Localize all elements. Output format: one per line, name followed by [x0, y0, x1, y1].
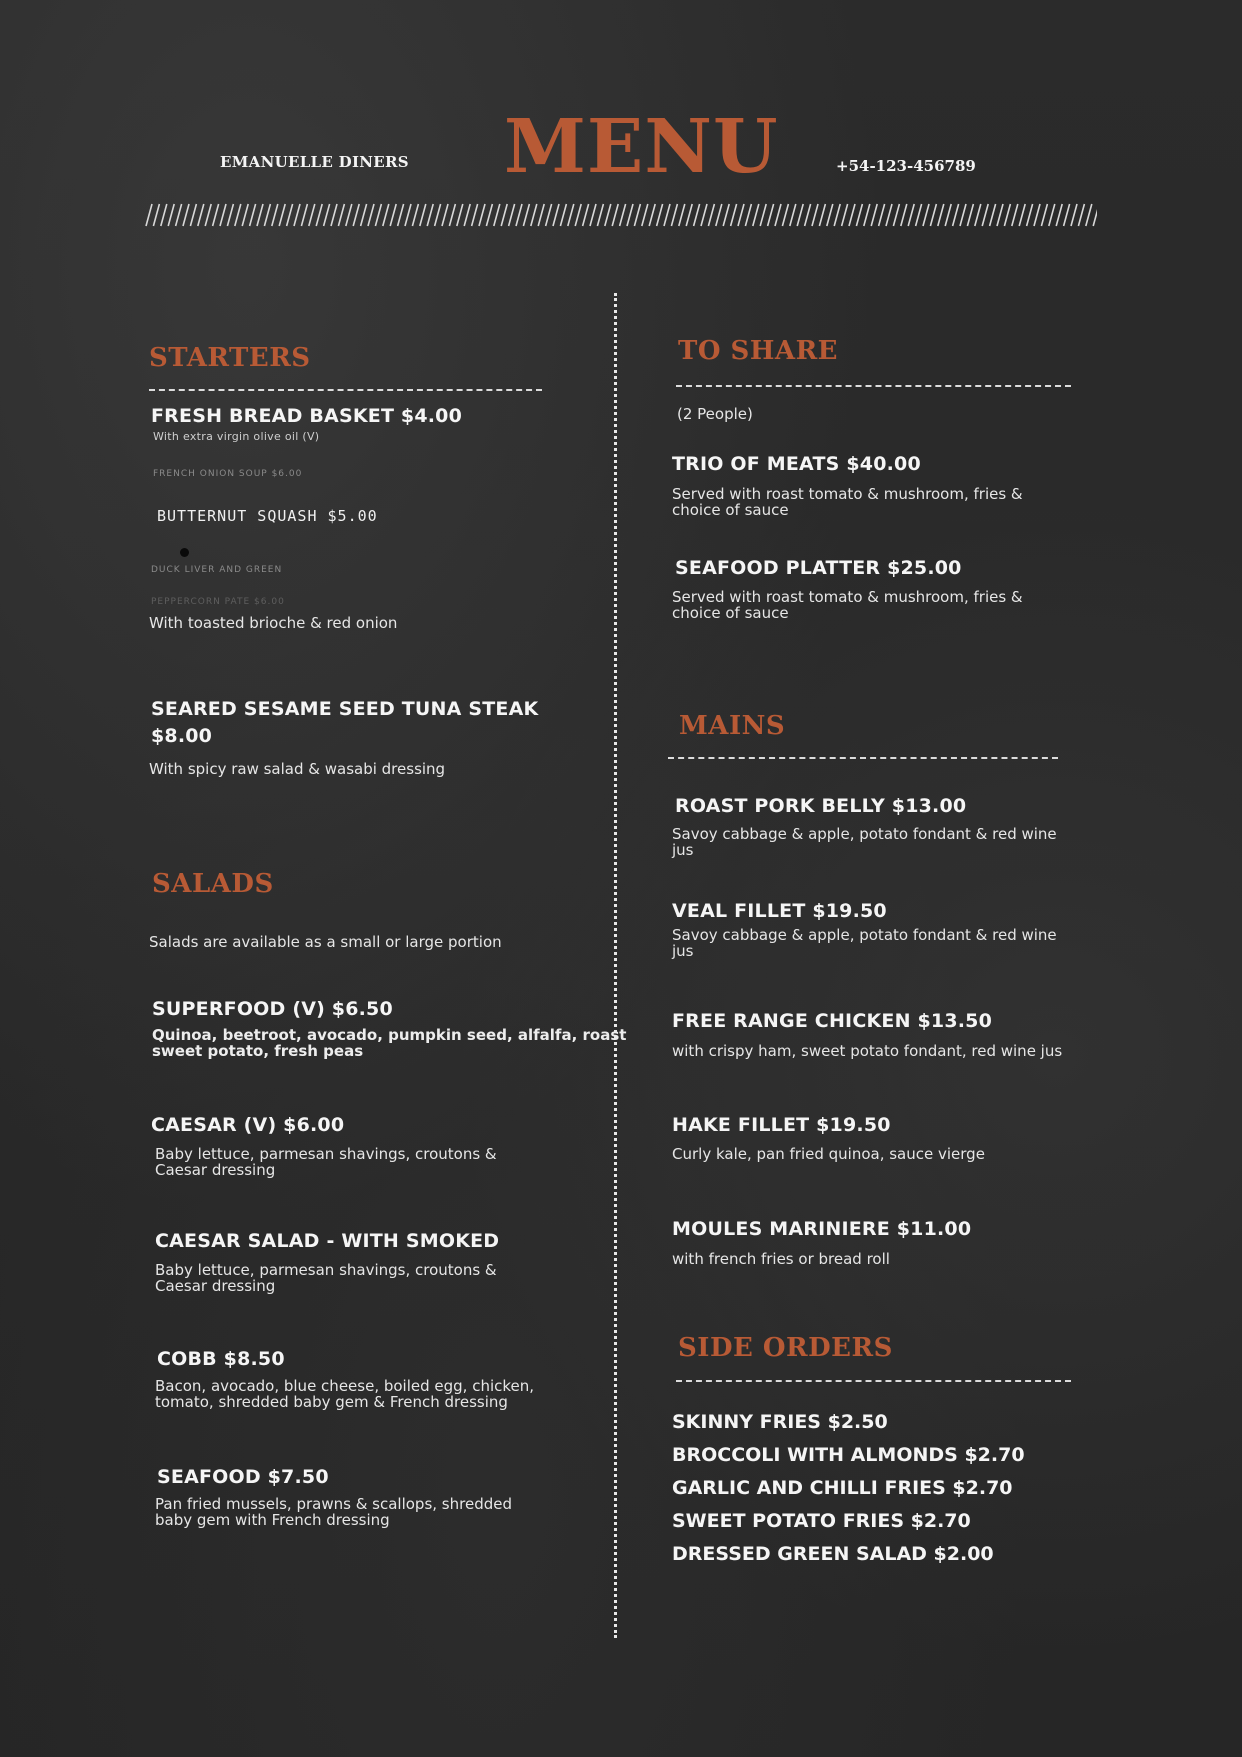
column-divider: [614, 293, 617, 1638]
desc-trio-line-2: choice of sauce: [672, 501, 789, 519]
desc-veal-line-2: jus: [672, 942, 694, 960]
desc-duck-liver: With toasted brioche & red onion: [149, 614, 398, 632]
item-duck-liver-line-1: DUCK LIVER AND GREEN: [151, 565, 283, 575]
desc-pork-line-2: jus: [672, 841, 694, 859]
bullet-dot: [180, 548, 189, 557]
phone-number: +54-123-456789: [836, 157, 976, 175]
starters-heading: STARTERS: [149, 343, 311, 373]
to-share-note: (2 People): [677, 405, 753, 423]
side-item-skinny-fries: SKINNY FRIES $2.50: [672, 1411, 888, 1433]
desc-superfood-line-1: Quinoa, beetroot, avocado, pumpkin seed, alfalfa, roast: [152, 1026, 627, 1044]
side-orders-rule: [676, 1380, 1071, 1382]
item-cobb: COBB $8.50: [157, 1348, 285, 1370]
side-item-broccoli: BROCCOLI WITH ALMONDS $2.70: [672, 1444, 1025, 1466]
item-duck-liver-line-2: PEPPERCORN PATE $6.00: [151, 597, 285, 607]
item-fresh-bread-basket: FRESH BREAD BASKET $4.00: [151, 405, 463, 427]
to-share-rule: [676, 385, 1071, 387]
mains-rule: [668, 757, 1058, 759]
menu-title: MENU: [504, 104, 779, 190]
desc-cobb-line-1: Bacon, avocado, blue cheese, boiled egg, chicken,: [155, 1377, 535, 1395]
mains-heading: MAINS: [679, 711, 786, 741]
starters-rule: [149, 389, 542, 391]
desc-cobb-line-2: tomato, shredded baby gem & French dressing: [155, 1393, 508, 1411]
restaurant-name: EMANUELLE DINERS: [220, 153, 409, 171]
desc-trio-line-1: Served with roast tomato & mushroom, fries &: [672, 485, 1023, 503]
item-french-onion-soup: FRENCH ONION SOUP $6.00: [153, 469, 303, 479]
desc-pork-line-1: Savoy cabbage & apple, potato fondant & red wine: [672, 825, 1057, 843]
item-veal-fillet: VEAL FILLET $19.50: [672, 900, 887, 922]
desc-fresh-bread-basket: With extra virgin olive oil (V): [153, 430, 320, 443]
item-caesar-smoked: CAESAR SALAD - WITH SMOKED: [155, 1230, 500, 1252]
desc-platter-line-2: choice of sauce: [672, 604, 789, 622]
item-hake-fillet: HAKE FILLET $19.50: [672, 1114, 891, 1136]
desc-hake: Curly kale, pan fried quinoa, sauce vierge: [672, 1145, 985, 1163]
item-seafood-platter: SEAFOOD PLATTER $25.00: [675, 557, 962, 579]
salads-note: Salads are available as a small or large portion: [149, 933, 502, 951]
desc-chicken: with crispy ham, sweet potato fondant, red wine jus: [672, 1042, 1063, 1060]
item-butternut-squash: BUTTERNUT SQUASH $5.00: [157, 507, 378, 525]
desc-caesar-smoked-line-1: Baby lettuce, parmesan shavings, croutons &: [155, 1261, 497, 1279]
desc-caesar-line-1: Baby lettuce, parmesan shavings, croutons &: [155, 1145, 497, 1163]
slash-divider: [142, 200, 1097, 230]
desc-seafood-salad-line-2: baby gem with French dressing: [155, 1511, 390, 1529]
to-share-heading: TO SHARE: [678, 336, 838, 366]
item-seafood-salad: SEAFOOD $7.50: [157, 1466, 329, 1488]
item-caesar: CAESAR (V) $6.00: [151, 1114, 345, 1136]
desc-caesar-line-2: Caesar dressing: [155, 1161, 276, 1179]
side-item-garlic-chilli-fries: GARLIC AND CHILLI FRIES $2.70: [672, 1477, 1013, 1499]
side-item-green-salad: DRESSED GREEN SALAD $2.00: [672, 1543, 994, 1565]
desc-moules: with french fries or bread roll: [672, 1250, 890, 1268]
side-orders-list: [672, 1406, 1025, 1571]
desc-platter-line-1: Served with roast tomato & mushroom, fries &: [672, 588, 1023, 606]
side-orders-heading: SIDE ORDERS: [678, 1333, 893, 1363]
item-trio-of-meats: TRIO OF MEATS $40.00: [672, 453, 921, 475]
side-item-sweet-potato-fries: SWEET POTATO FRIES $2.70: [672, 1510, 971, 1532]
desc-caesar-smoked-line-2: Caesar dressing: [155, 1277, 276, 1295]
desc-veal-line-1: Savoy cabbage & apple, potato fondant & red wine: [672, 926, 1057, 944]
item-tuna-steak-line-1: SEARED SESAME SEED TUNA STEAK: [151, 698, 539, 720]
salads-heading: SALADS: [152, 869, 274, 899]
item-superfood: SUPERFOOD (V) $6.50: [152, 998, 393, 1020]
item-tuna-steak-line-2: $8.00: [151, 725, 213, 747]
item-moules-mariniere: MOULES MARINIERE $11.00: [672, 1218, 972, 1240]
item-free-range-chicken: FREE RANGE CHICKEN $13.50: [672, 1010, 993, 1032]
item-roast-pork-belly: ROAST PORK BELLY $13.00: [675, 795, 967, 817]
desc-superfood-line-2: sweet potato, fresh peas: [152, 1042, 364, 1060]
desc-tuna-steak: With spicy raw salad & wasabi dressing: [149, 760, 446, 778]
desc-seafood-salad-line-1: Pan fried mussels, prawns & scallops, shredded: [155, 1495, 512, 1513]
